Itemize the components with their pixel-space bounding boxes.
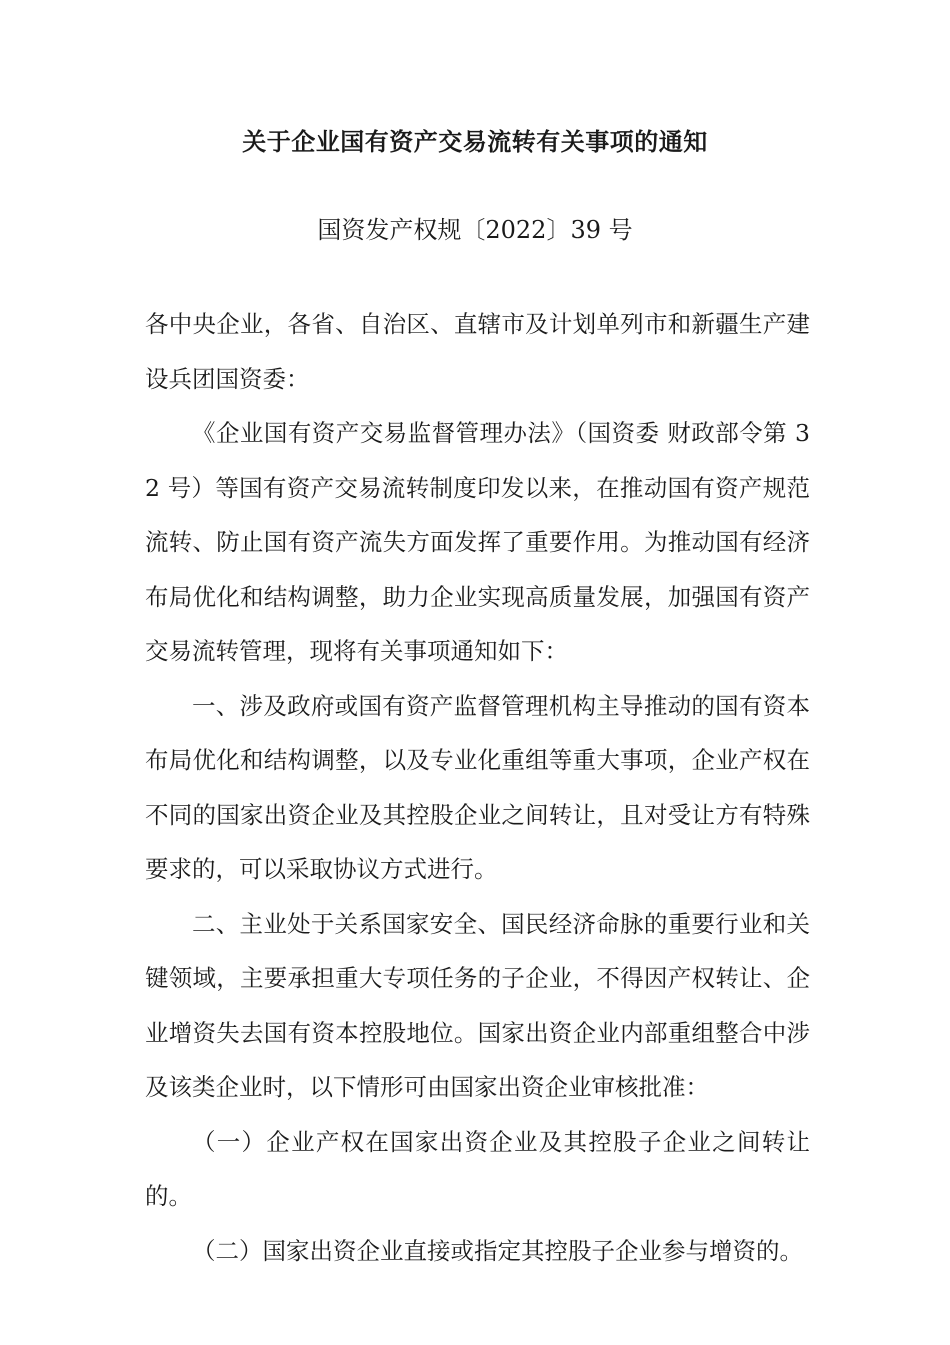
addressee-paragraph: 各中央企业，各省、自治区、直辖市及计划单列市和新疆生产建设兵团国资委： (145, 310, 810, 393)
item-one-paragraph: 一、涉及政府或国有资产监督管理机构主导推动的国有资本布局优化和结构调整，以及专业化重组等重大事项，企业产权在不同的国家出资企业及其控股企业之间转让，且对受让方有特殊要求的，可以采取协议方式进行。 (145, 691, 810, 883)
subitem-two-paragraph: （二）国家出资企业直接或指定其控股子企业参与增资的。 (192, 1236, 803, 1265)
document-title: 关于企业国有资产交易流转有关事项的通知 (242, 128, 708, 156)
document-number: 国资发产权规〔2022〕39 号 (317, 216, 633, 244)
item-two-paragraph: 二、主业处于关系国家安全、国民经济命脉的重要行业和关键领域，主要承担重大专项任务的子企业，不得因产权转让、企业增资失去国有资本控股地位。国家出资企业内部重组整合中涉及该类企业时，以下情形可由国家出资企业审核批准： (145, 909, 810, 1101)
intro-paragraph: 《企业国有资产交易监督管理办法》（国资委 财政部令第 32 号）等国有资产交易流转制度印发以来，在推动国有资产规范流转、防止国有资产流失方面发挥了重要作用。为推动国有经济布局优化和结构调整，助力企业实现高质量发展，加强国有资产交易流转管理，现将有关事项通知如下： (145, 419, 810, 665)
document-body (145, 297, 810, 1278)
subitem-one-paragraph: （一）企业产权在国家出资企业及其控股子企业之间转让的。 (145, 1127, 810, 1210)
